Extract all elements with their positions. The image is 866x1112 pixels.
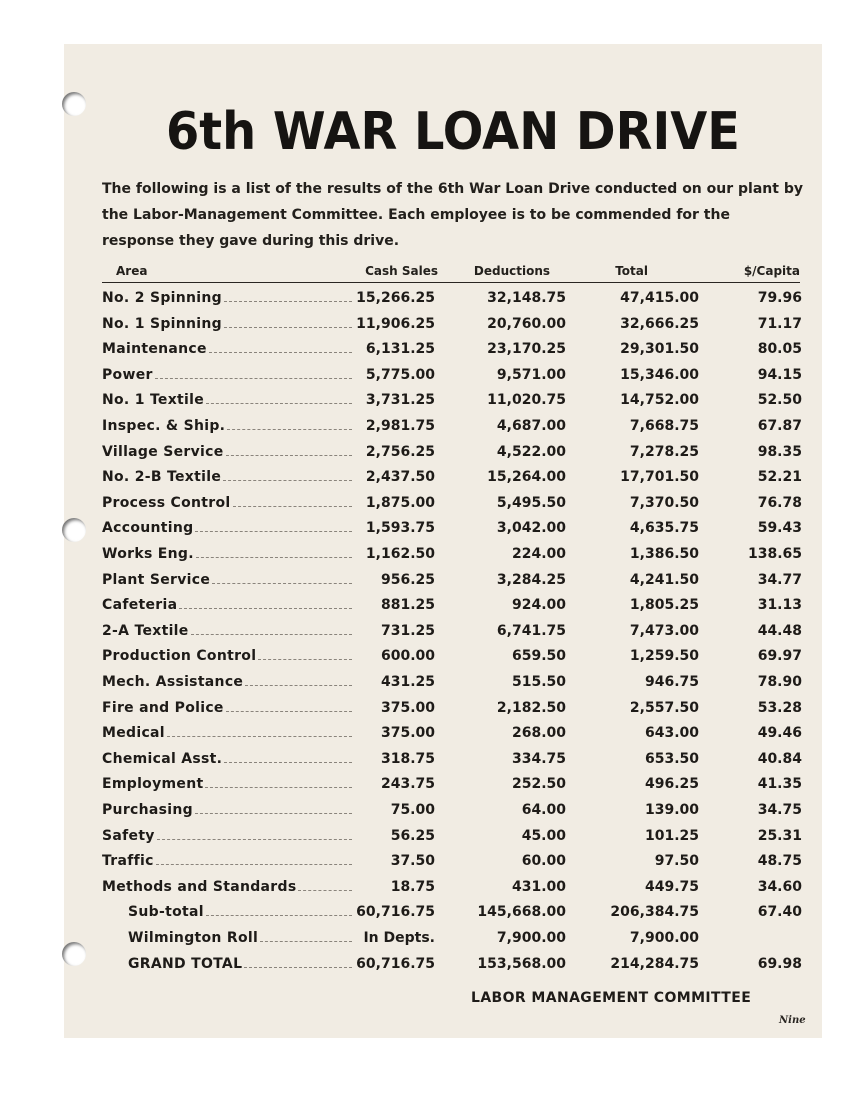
row-area (102, 828, 352, 844)
row-total: 1,386.50 (629, 546, 699, 562)
row-deductions: 23,170.25 (487, 341, 566, 358)
row-area (102, 469, 352, 485)
row-area-label: Sub-total (128, 904, 204, 921)
leader-dots (195, 812, 352, 814)
leader-dots (179, 607, 352, 609)
row-cash-sales: 731.25 (380, 622, 435, 639)
row-cash-sales: 2,756.25 (365, 443, 435, 460)
row-area-label: No. 2 Spinning (102, 290, 222, 306)
row-area-label: Maintenance (102, 341, 207, 358)
header-deductions: Deductions (473, 264, 550, 278)
row-deductions: 431.00 (511, 878, 566, 895)
row-area (128, 930, 352, 946)
row-per-capita: 98.35 (757, 443, 802, 460)
table-row (64, 698, 822, 722)
row-area-label: Purchasing (102, 802, 193, 818)
row-total: 449.75 (644, 878, 699, 895)
row-deductions: 268.00 (511, 725, 566, 742)
row-per-capita: 25.31 (757, 827, 802, 844)
row-total: 47,415.00 (620, 290, 699, 306)
row-per-capita: 76.78 (757, 494, 802, 511)
row-deductions: 9,571.00 (496, 366, 566, 383)
row-cash-sales: 15,266.25 (356, 290, 435, 306)
row-area (102, 776, 352, 792)
row-deductions: 7,900.00 (496, 930, 566, 946)
row-per-capita: 138.65 (747, 546, 802, 562)
row-cash-sales: 60,716.75 (356, 904, 435, 921)
table-row (64, 518, 822, 542)
row-cash-sales: 1,162.50 (365, 546, 435, 562)
row-area-label: Production Control (102, 648, 257, 665)
row-deductions: 60.00 (521, 853, 566, 870)
table-row (64, 570, 822, 594)
row-area-label: No. 1 Spinning (102, 315, 222, 332)
row-per-capita: 79.96 (757, 290, 802, 306)
row-area-label: Mech. Assistance (102, 674, 244, 690)
row-cash-sales: 1,875.00 (365, 494, 435, 511)
row-per-capita: 41.35 (757, 776, 802, 793)
table-row (64, 467, 822, 491)
header-rule (102, 282, 800, 283)
row-area-label: Medical (102, 725, 165, 742)
row-per-capita: 59.43 (757, 520, 802, 537)
row-total: 97.50 (654, 853, 699, 870)
row-per-capita: 49.46 (757, 725, 802, 742)
row-per-capita: 40.84 (757, 750, 802, 767)
row-total: 101.25 (644, 827, 699, 844)
row-per-capita: 34.60 (757, 878, 802, 895)
document-page (64, 44, 822, 1038)
table-row (64, 544, 822, 568)
page-title: 6th WAR LOAN DRIVE (166, 102, 740, 162)
total-row (64, 928, 822, 952)
table-row (64, 646, 822, 670)
leader-dots (155, 377, 352, 379)
header-total: Total (615, 264, 648, 278)
table-row (64, 595, 822, 619)
total-row (64, 902, 822, 926)
row-deductions: 3,284.25 (496, 571, 566, 588)
row-cash-sales: 60,716.75 (356, 955, 435, 972)
row-cash-sales: 3,731.25 (365, 392, 435, 409)
row-area (102, 700, 352, 716)
table-row (64, 390, 822, 414)
header-cash-sales: Cash Sales (365, 264, 438, 278)
leader-dots (212, 582, 352, 584)
row-cash-sales: 18.75 (390, 878, 435, 895)
header-area: Area (116, 264, 148, 278)
row-area-label: Plant Service (102, 571, 211, 588)
row-area (102, 495, 352, 511)
table-row (64, 339, 822, 363)
table-row (64, 877, 822, 901)
row-area (102, 418, 352, 434)
row-cash-sales: 2,981.75 (365, 418, 435, 434)
row-area (102, 802, 352, 818)
row-per-capita: 52.50 (757, 392, 802, 409)
row-area (102, 572, 352, 588)
table-row (64, 749, 822, 773)
row-deductions: 15,264.00 (487, 469, 566, 486)
row-area-label: Traffic (102, 853, 154, 870)
row-area-label: Safety (102, 827, 155, 844)
total-row (64, 954, 822, 978)
page-number: Nine (779, 1015, 806, 1026)
row-total: 14,752.00 (620, 392, 699, 409)
row-total: 7,900.00 (629, 930, 699, 946)
row-per-capita: 67.40 (757, 904, 802, 921)
row-cash-sales: 881.25 (380, 597, 435, 614)
leader-dots (157, 838, 352, 840)
row-area (102, 648, 352, 664)
row-cash-sales: 956.25 (380, 571, 435, 588)
row-cash-sales: 75.00 (390, 802, 435, 818)
row-area-label: Employment (102, 776, 204, 793)
row-area-label: Cafeteria (102, 597, 178, 614)
row-deductions: 659.50 (511, 648, 566, 665)
binder-hole (62, 92, 86, 116)
leader-dots (223, 479, 352, 481)
table-row (64, 288, 822, 312)
row-area (102, 316, 352, 332)
table-row (64, 774, 822, 798)
row-area-label: Methods and Standards (102, 878, 297, 895)
row-area-label: Power (102, 366, 153, 383)
row-area-label: Fire and Police (102, 699, 224, 716)
leader-dots (206, 402, 352, 404)
row-area (102, 444, 352, 460)
row-deductions: 224.00 (511, 546, 566, 562)
leader-dots (156, 863, 352, 865)
row-deductions: 3,042.00 (496, 520, 566, 537)
row-cash-sales: 11,906.25 (356, 315, 435, 332)
row-per-capita: 94.15 (757, 366, 802, 383)
row-deductions: 11,020.75 (487, 392, 566, 409)
row-per-capita: 80.05 (757, 341, 802, 358)
row-cash-sales: 375.00 (380, 725, 435, 742)
leader-dots (191, 633, 352, 635)
row-per-capita: 34.77 (757, 571, 802, 588)
row-total: 206,384.75 (610, 904, 699, 921)
row-area (102, 392, 352, 408)
leader-dots (224, 761, 352, 763)
row-area (128, 956, 352, 972)
row-total: 946.75 (644, 674, 699, 690)
leader-dots (224, 326, 352, 328)
row-per-capita: 52.21 (757, 469, 802, 486)
row-deductions: 924.00 (511, 597, 566, 614)
row-total: 7,473.00 (629, 622, 699, 639)
row-deductions: 20,760.00 (487, 315, 566, 332)
row-area (102, 290, 352, 306)
row-area (102, 546, 352, 562)
row-area (102, 725, 352, 741)
table-row (64, 442, 822, 466)
table-row (64, 365, 822, 389)
row-per-capita: 53.28 (757, 699, 802, 716)
row-cash-sales: 243.75 (380, 776, 435, 793)
row-cash-sales: 1,593.75 (365, 520, 435, 537)
table-row (64, 416, 822, 440)
row-cash-sales: 431.25 (380, 674, 435, 690)
table-row (64, 493, 822, 517)
table-row (64, 621, 822, 645)
row-area (102, 520, 352, 536)
row-cash-sales: 6,131.25 (365, 341, 435, 358)
leader-dots (167, 735, 352, 737)
row-area-label: Chemical Asst. (102, 750, 223, 767)
row-cash-sales: 2,437.50 (365, 469, 435, 486)
row-area-label: No. 1 Textile (102, 392, 205, 409)
row-deductions: 6,741.75 (496, 622, 566, 639)
footer-signature: LABOR MANAGEMENT COMMITTEE (471, 990, 752, 1006)
table-row (64, 723, 822, 747)
row-total: 32,666.25 (620, 315, 699, 332)
row-deductions: 32,148.75 (487, 290, 566, 306)
row-area-label: No. 2-B Textile (102, 469, 222, 486)
row-cash-sales: 375.00 (380, 699, 435, 716)
row-total: 139.00 (644, 802, 699, 818)
row-deductions: 45.00 (521, 827, 566, 844)
row-deductions: 4,522.00 (496, 443, 566, 460)
row-deductions: 515.50 (511, 674, 566, 690)
row-total: 7,278.25 (629, 443, 699, 460)
row-cash-sales: 56.25 (390, 827, 435, 844)
row-total: 4,635.75 (629, 520, 699, 537)
row-area-label: Accounting (102, 520, 194, 537)
row-deductions: 4,687.00 (496, 418, 566, 434)
row-deductions: 334.75 (511, 750, 566, 767)
table-row (64, 800, 822, 824)
row-total: 7,370.50 (629, 494, 699, 511)
row-deductions: 153,568.00 (477, 955, 566, 972)
row-total: 7,668.75 (629, 418, 699, 434)
row-per-capita: 48.75 (757, 853, 802, 870)
row-area (102, 853, 352, 869)
table-row (64, 851, 822, 875)
leader-dots (224, 300, 352, 302)
leader-dots (205, 786, 352, 788)
row-cash-sales: In Depts. (363, 930, 435, 946)
row-area-label: Wilmington Roll (128, 930, 259, 946)
row-total: 2,557.50 (629, 699, 699, 716)
leader-dots (195, 530, 352, 532)
row-total: 653.50 (644, 750, 699, 767)
row-per-capita: 69.98 (757, 955, 802, 972)
row-area (128, 904, 352, 920)
table-row (64, 314, 822, 338)
row-area (102, 751, 352, 767)
leader-dots (206, 914, 352, 916)
row-deductions: 2,182.50 (496, 699, 566, 716)
row-total: 1,259.50 (629, 648, 699, 665)
row-area-label: 2-A Textile (102, 622, 189, 639)
leader-dots (209, 351, 352, 353)
intro-paragraph: The following is a list of the results of the 6th War Loan Drive conducted on our plant by the Labor-Management Committee. Each employee is to be commended for the response they gave during this drive. (102, 181, 803, 249)
row-deductions: 145,668.00 (477, 904, 566, 921)
row-total: 643.00 (644, 725, 699, 742)
row-cash-sales: 318.75 (380, 750, 435, 767)
table-row (64, 826, 822, 850)
row-per-capita: 67.87 (757, 418, 802, 434)
row-total: 17,701.50 (620, 469, 699, 486)
header-per-capita: $/Capita (743, 264, 800, 278)
row-total: 29,301.50 (620, 341, 699, 358)
row-per-capita: 31.13 (757, 597, 802, 614)
row-area (102, 879, 352, 895)
row-area (102, 623, 352, 639)
row-total: 496.25 (644, 776, 699, 793)
row-cash-sales: 600.00 (380, 648, 435, 665)
row-deductions: 252.50 (511, 776, 566, 793)
row-area (102, 597, 352, 613)
row-cash-sales: 37.50 (390, 853, 435, 870)
row-area-label: Village Service (102, 443, 224, 460)
row-per-capita: 71.17 (757, 315, 802, 332)
row-area-label: Process Control (102, 494, 231, 511)
row-area-label: Works Eng. (102, 546, 194, 562)
row-total: 4,241.50 (629, 571, 699, 588)
row-area-label: GRAND TOTAL (128, 955, 243, 972)
row-per-capita: 44.48 (757, 622, 802, 639)
leader-dots (196, 556, 352, 558)
row-area-label: Inspec. & Ship. (102, 418, 226, 434)
row-area (102, 674, 352, 690)
row-total: 15,346.00 (620, 366, 699, 383)
row-per-capita: 78.90 (757, 674, 802, 690)
row-area (102, 367, 352, 383)
table-row (64, 672, 822, 696)
row-total: 1,805.25 (629, 597, 699, 614)
row-cash-sales: 5,775.00 (365, 366, 435, 383)
row-area (102, 341, 352, 357)
row-per-capita: 34.75 (757, 802, 802, 818)
row-per-capita: 69.97 (757, 648, 802, 665)
row-deductions: 64.00 (521, 802, 566, 818)
row-deductions: 5,495.50 (496, 494, 566, 511)
row-total: 214,284.75 (610, 955, 699, 972)
